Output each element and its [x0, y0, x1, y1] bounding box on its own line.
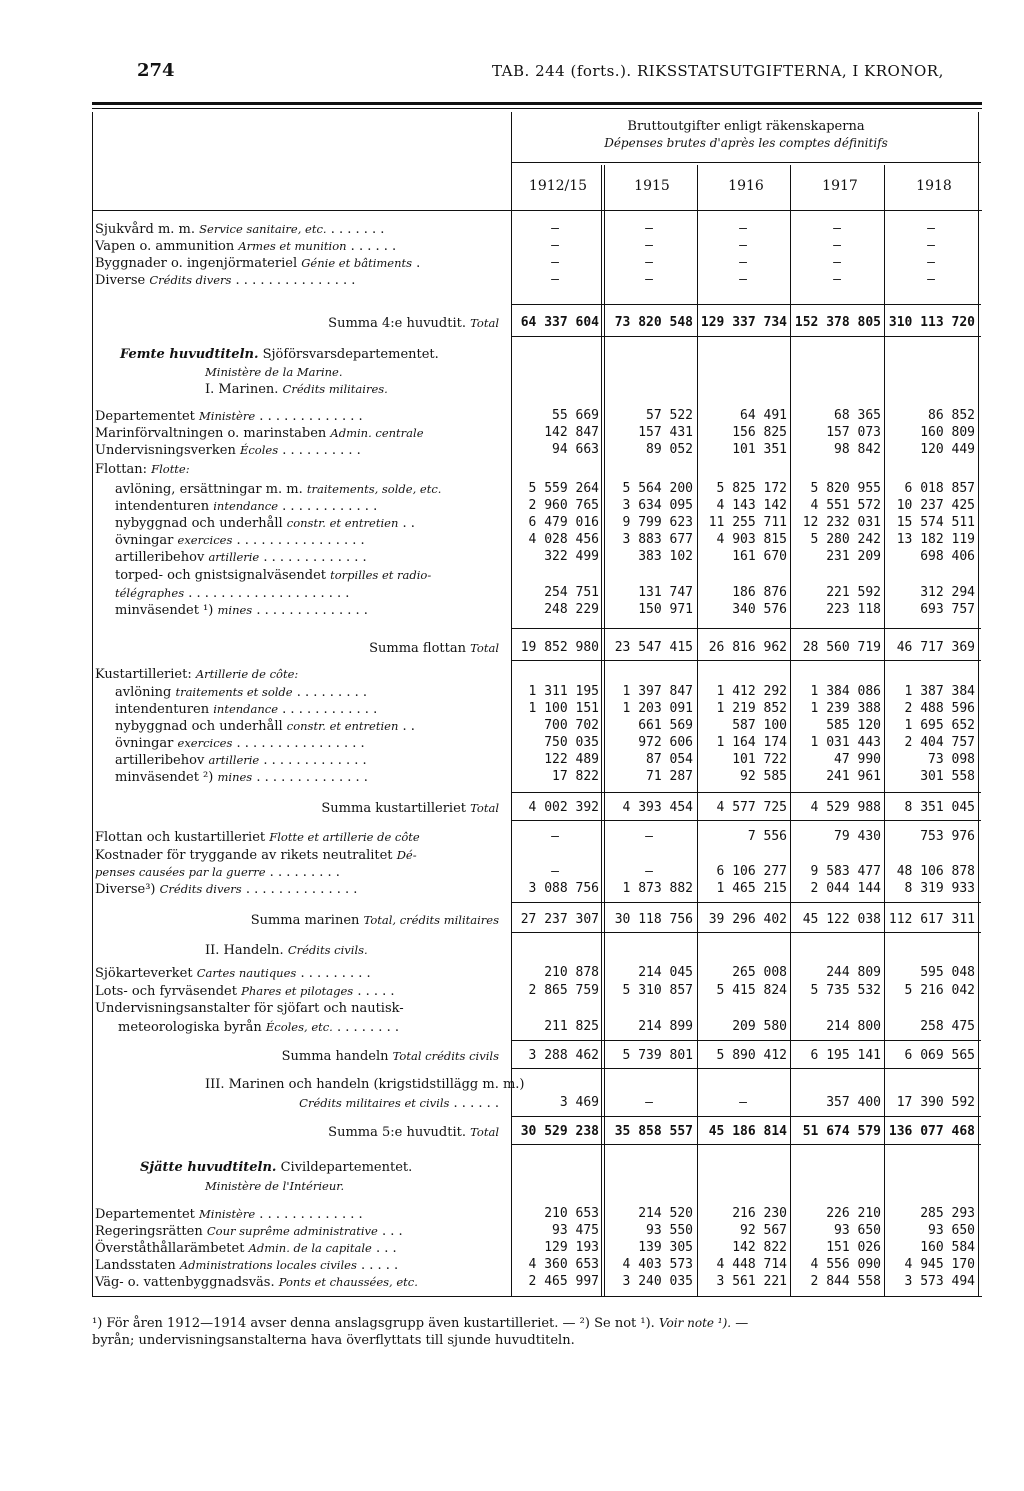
row-label: avlöning traitements et solde . . . . . . . . . [115, 685, 367, 700]
table-row: 1 311 195 1 397 847 1 412 292 1 384 086 1 387 384 [528, 684, 975, 699]
column-rule [92, 112, 93, 1296]
table-row: 122 489 87 054 101 722 47 990 73 098 [544, 752, 975, 767]
table-row: 6 479 016 9 799 623 11 255 711 12 232 031 15 574 511 [528, 515, 975, 530]
sum-rule [511, 304, 981, 305]
subsection-heading: III. Marinen och handeln (krigstidstillägg m. m.) [205, 1077, 525, 1092]
sum-rule [511, 1116, 981, 1117]
table-row: 4 360 653 4 403 573 4 448 714 4 556 090 4 945 170 [528, 1257, 975, 1272]
table-row: — — — — — [551, 221, 935, 236]
row-label: Vapen o. ammunition Armes et munition . . . . . . [95, 239, 397, 254]
section-heading-fr: Ministère de l'Intérieur. [205, 1179, 345, 1193]
table-row: 254 751 131 747 186 876 221 592 312 294 [544, 585, 975, 600]
column-group-title: Bruttoutgifter enligt räkenskaperna [627, 119, 865, 134]
table-row: 2 465 997 3 240 035 3 561 221 2 844 558 3 573 494 [528, 1274, 975, 1289]
row-label: avlöning, ersättningar m. m. traitements, solde, etc. [115, 482, 442, 497]
row-label: Departementet Ministère . . . . . . . . . . . . . [95, 409, 363, 424]
row-label: Departementet Ministère . . . . . . . . . . . . . [95, 1207, 363, 1222]
row-label: Diverse³) Crédits divers . . . . . . . . . . . . . . [95, 882, 358, 897]
row-label: Byggnader o. ingenjörmateriel Génie et bâtiments . [95, 256, 421, 271]
year-header-row [511, 178, 981, 198]
row-label-cont: meteorologiska byrån Écoles, etc. . . . . . . . . [118, 1020, 399, 1035]
table-row: 750 035 972 606 1 164 174 1 031 443 2 404 757 [544, 735, 975, 750]
table-row: 3 088 756 1 873 882 1 465 215 2 044 144 8 319 933 [528, 881, 975, 896]
table-row: 17 822 71 287 92 585 241 961 301 558 [552, 769, 975, 784]
sum-label: Summa 5:e huvudtit. Total [328, 1125, 499, 1140]
table-row: 2 960 765 3 634 095 4 143 142 4 551 572 10 237 425 [528, 498, 975, 513]
sum-row: 3 288 462 5 739 801 5 890 412 6 195 141 6 069 565 [528, 1048, 975, 1063]
row-label: Väg- o. vattenbyggnadsväs. Ponts et chaussées, etc. [95, 1275, 418, 1290]
table-row: 93 475 93 550 92 567 93 650 93 650 [552, 1223, 975, 1238]
sum-row: 19 852 980 23 547 415 26 816 962 28 560 719 46 717 369 [520, 640, 975, 655]
sum-rule [511, 820, 981, 821]
group-label: Kustartilleriet: Artillerie de côte: [95, 667, 299, 682]
row-label: Undervisningsanstalter för sjöfart och nautisk- [95, 1001, 404, 1016]
table-row: 55 669 57 522 64 491 68 365 86 852 [552, 408, 975, 423]
header-divider [511, 162, 981, 163]
year-header: 1912/15 [528, 178, 588, 194]
row-label: Regeringsrätten Cour suprême administrative . . . [95, 1224, 403, 1239]
table-row: 142 847 157 431 156 825 157 073 160 809 [544, 425, 975, 440]
table-row: 210 878 214 045 265 008 244 809 595 048 [544, 965, 975, 980]
section-heading: Sjätte huvudtiteln. Civildepartementet. [140, 1160, 413, 1175]
sum-rule [511, 1068, 981, 1069]
page-header [0, 60, 1024, 84]
table-row: 210 653 214 520 216 230 226 210 285 293 [544, 1206, 975, 1221]
table-row: 5 559 264 5 564 200 5 825 172 5 820 955 6 018 857 [528, 481, 975, 496]
sum-label: Summa 4:e huvudtit. Total [328, 316, 499, 331]
table-row: 1 100 151 1 203 091 1 219 852 1 239 388 2 488 596 [528, 701, 975, 716]
row-label: nybyggnad och underhåll constr. et entretien . . [115, 516, 415, 531]
table-row: 129 193 139 305 142 822 151 026 160 584 [544, 1240, 975, 1255]
row-label: Kostnader för tryggande av rikets neutralitet Dé- [95, 848, 417, 863]
table-row: 322 499 383 102 161 670 231 209 698 406 [544, 549, 975, 564]
year-header: 1916 [728, 178, 764, 194]
sum-rule [511, 792, 981, 793]
row-label: övningar exercices . . . . . . . . . . . . . . . . [115, 533, 365, 548]
table-row: — — — — — [551, 238, 935, 253]
row-label: övningar exercices . . . . . . . . . . . . . . . . [115, 736, 365, 751]
year-header: 1915 [634, 178, 670, 194]
table-row: — — — — — [551, 255, 935, 270]
table-bottom-rule [92, 1296, 982, 1297]
row-label-cont: penses causées par la guerre . . . . . . . . . [95, 865, 340, 880]
column-group-header [511, 118, 981, 152]
table-row: 2 865 759 5 310 857 5 415 824 5 735 532 5 216 042 [528, 983, 975, 998]
sum-row: 64 337 604 73 820 548 129 337 734 152 378 805 310 113 720 [520, 315, 975, 330]
row-label: Sjukvård m. m. Service sanitaire, etc. . . . . . . . [95, 222, 385, 237]
row-label: Diverse Crédits divers . . . . . . . . . . . . . . . [95, 273, 356, 288]
group-label: Flottan: Flotte: [95, 462, 190, 477]
page-number: 274 [137, 60, 175, 81]
row-label: minväsendet ¹) mines . . . . . . . . . . . . . . [115, 603, 368, 618]
row-label: artilleribehov artillerie . . . . . . . . . . . . . [115, 753, 367, 768]
table-row: 248 229 150 971 340 576 223 118 693 757 [544, 602, 975, 617]
row-label: torped- och gnistsignalväsendet torpilles et radio- [115, 568, 432, 583]
table-row: 700 702 661 569 587 100 585 120 1 695 652 [544, 718, 975, 733]
section-heading: Femte huvudtiteln. Sjöförsvarsdepartementet. [120, 347, 439, 362]
header-rule-thick [92, 102, 982, 105]
column-group-title-fr: Dépenses brutes d'après les comptes définitifs [604, 136, 888, 150]
footnote: byrån; undervisningsanstalterna hava överflyttats till sjunde huvudtiteln. [92, 1333, 575, 1348]
table-row: 3 469 — — 357 400 17 390 592 [559, 1095, 975, 1110]
sum-row: 4 002 392 4 393 454 4 577 725 4 529 988 8 351 045 [528, 800, 975, 815]
table-row: 211 825 214 899 209 580 214 800 258 475 [544, 1019, 975, 1034]
table-row: 94 663 89 052 101 351 98 842 120 449 [552, 442, 975, 457]
row-label-cont: Crédits militaires et civils . . . . . . [299, 1096, 499, 1111]
year-header-divider [92, 210, 982, 211]
table-row: 4 028 456 3 883 677 4 903 815 5 280 242 13 182 119 [528, 532, 975, 547]
table-row: — — — — — [551, 272, 935, 287]
sum-label: Summa kustartilleriet Total [321, 801, 499, 816]
row-label: intendenturen intendance . . . . . . . . . . . . [115, 702, 378, 717]
year-header: 1918 [916, 178, 952, 194]
footnote: ¹) För åren 1912—1914 avser denna anslagsgrupp även kustartilleriet. — ²) Se not ¹). Voir note ¹). — [92, 1316, 749, 1331]
row-label: Flottan och kustartilleriet Flotte et artillerie de côte [95, 830, 420, 845]
row-label: Landsstaten Administrations locales civiles . . . . . [95, 1258, 399, 1273]
row-label: Sjökarteverket Cartes nautiques . . . . . . . . . [95, 966, 371, 981]
sum-rule [511, 1040, 981, 1041]
row-label: nybyggnad och underhåll constr. et entretien . . [115, 719, 415, 734]
row-label: Lots- och fyrväsendet Phares et pilotages . . . . . [95, 984, 395, 999]
sum-label: Summa flottan Total [369, 641, 499, 656]
header-rule-thin [92, 108, 982, 109]
row-label: Undervisningsverken Écoles . . . . . . . . . . [95, 443, 361, 458]
subsection-heading: II. Handeln. Crédits civils. [205, 943, 368, 958]
sum-rule [511, 932, 981, 933]
table-row: — — 7 556 79 430 753 976 [551, 829, 975, 844]
row-label: intendenturen intendance . . . . . . . . . . . . [115, 499, 378, 514]
sum-rule [511, 628, 981, 629]
sum-label: Summa handeln Total crédits civils [281, 1049, 499, 1064]
sum-rule [511, 660, 981, 661]
row-label: minväsendet ²) mines . . . . . . . . . . . . . . [115, 770, 368, 785]
row-label: Överståthållarämbetet Admin. de la capitale . . . [95, 1241, 397, 1256]
page-title: TAB. 244 (forts.). RIKSSTATSUTGIFTERNA, I KRONOR, [492, 62, 944, 80]
sum-rule [511, 336, 981, 337]
sum-row: 27 237 307 30 118 756 39 296 402 45 122 038 112 617 311 [520, 912, 975, 927]
sum-rule [511, 902, 981, 903]
sum-row: 30 529 238 35 858 557 45 186 814 51 674 579 136 077 468 [520, 1124, 975, 1139]
row-label: artilleribehov artillerie . . . . . . . . . . . . . [115, 550, 367, 565]
table-row: — — 6 106 277 9 583 477 48 106 878 [551, 864, 975, 879]
subsection-heading: I. Marinen. Crédits militaires. [205, 382, 388, 397]
row-label-cont: télégraphes . . . . . . . . . . . . . . . . . . . . [115, 586, 350, 601]
sum-label: Summa marinen Total, crédits militaires [250, 913, 499, 928]
section-heading-fr: Ministère de la Marine. [205, 365, 343, 379]
sum-rule [511, 1144, 981, 1145]
row-label: Marinförvaltningen o. marinstaben Admin. centrale [95, 426, 424, 441]
year-header: 1917 [822, 178, 858, 194]
